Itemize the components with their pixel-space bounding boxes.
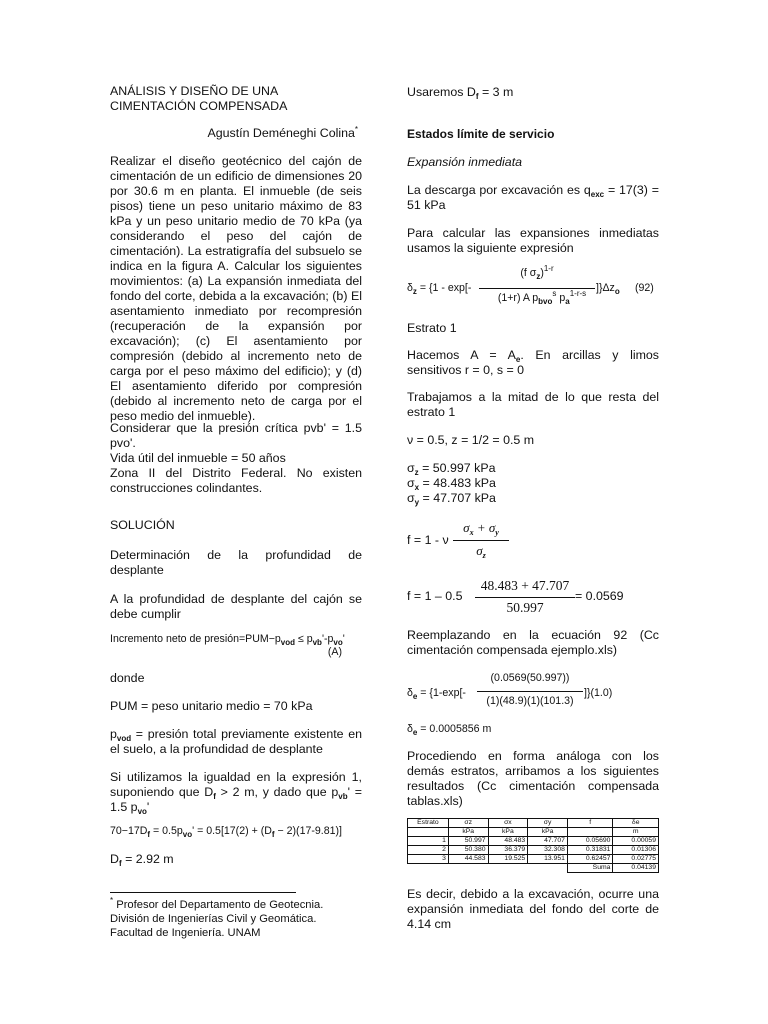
table-cell	[408, 828, 449, 837]
donde-label: donde	[110, 671, 145, 685]
footnote-line-2: División de Ingenierías Civil y Geomática.	[110, 913, 317, 925]
service-life: Vida útil del inmueble = 50 años	[110, 451, 286, 465]
sigma-z: $\sigma_z = 50.997$ kPa	[407, 461, 496, 477]
results-table	[407, 818, 659, 873]
table-cell: 0.01306	[613, 846, 659, 855]
f-fraction-bar	[453, 540, 509, 541]
footnote-line-3: Facultad de Ingeniería. UNAM	[110, 927, 261, 939]
stress-values	[407, 461, 659, 506]
table-cell: 50.997	[448, 837, 488, 846]
table-cell: 47.707	[528, 837, 568, 846]
table-cell: 0.62457	[567, 855, 613, 864]
footnote	[110, 898, 362, 940]
set-a-note: Hacemos $A = A_e$. En arcillas y limos sensitivos r = 0, s = 0	[407, 348, 659, 377]
depth-equation: $70-17D_f = 0.5p_{vo}' = 0.5[17(2) + (D_f - 2)(17-9.81)]$	[110, 825, 342, 839]
table-cell: σy	[528, 819, 568, 828]
table-cell: m	[613, 828, 659, 837]
table-row	[408, 837, 659, 846]
results-table-wrap	[407, 818, 659, 873]
table-cell: 0.05690	[567, 837, 613, 846]
delta-e-formula: $\delta_e = \{1-\exp[-$ (0.0569(50.997)) (1)(48.9)(1)(101.3) ]}(1.0)	[407, 672, 613, 707]
eq92-label: (92)	[635, 282, 654, 294]
table-cell: kPa	[488, 828, 528, 837]
author-name: Agustín Deméneghi Colina	[207, 126, 355, 140]
table-cell: 0.00059	[613, 837, 659, 846]
problem-statement: Realizar el diseño geotécnico del cajón de cimentación de un edificio de dimensiones 20 por 30.6 m en planta. El inmueble (de seis pisos) tiene un peso unitario máximo de 83 kPa y un peso unitario medio de 70 kPa (ya considerando el peso del cajón de cimentación). La estratigrafía del subsuelo se indica en la figura A. Calcular los siguientes movimientos: (a) La expansión inmediata del fondo del corte, debida a la excavación; (b) El asentamiento inmediato por recompresión (recuperación de la expansión por excavación); (c) El asentamiento por compresión (debido al incremento neto de carga por el peso máximo del edificio); y (d) El asentamiento diferido por compresión (debido al incremento neto de carga por el peso medio del inmueble).	[110, 154, 362, 423]
table-header-row	[408, 819, 659, 828]
table-cell: 48.483	[488, 837, 528, 846]
f-formula: f = 1 - ν $\sigma_x + \sigma_y$ $\sigma_z$	[407, 520, 659, 564]
table-cell: 1	[408, 837, 449, 846]
equation-a-label: (A)	[327, 646, 342, 658]
depth-result: $D_f = 2.92$ m	[110, 852, 174, 868]
f-eval-result: = 0.0569	[575, 589, 624, 603]
table-cell: 32.308	[528, 846, 568, 855]
table-cell	[448, 864, 488, 873]
sigma-x: $\sigma_x = 48.483$ kPa	[407, 476, 496, 492]
footnote-line-1: * Profesor del Departamento de Geotecnia.	[110, 896, 324, 911]
footnote-divider	[110, 892, 296, 893]
zone-note: Zona II del Distrito Federal. No existen construcciones colindantes.	[110, 466, 362, 495]
delta-e-denominator: (1)(48.9)(1)(101.3)	[486, 695, 574, 707]
chosen-depth: Usaremos $D_f = 3$ m	[407, 85, 514, 101]
table-row	[408, 846, 659, 855]
table-cell	[528, 864, 568, 873]
eq92-denominator: (1+r) A $p_{bvo}^s$ $p_a^{1-r-s}$	[497, 289, 587, 306]
table-cell: 0.31831	[567, 846, 613, 855]
delta-e-result: $\delta_e = 0.0005856$ m	[407, 723, 492, 737]
nu-z-values: ν = 0.5, z = 1/2 = 0.5 m	[407, 433, 535, 447]
table-row	[408, 855, 659, 864]
table-cell: Estrato	[408, 819, 449, 828]
table-sum-row	[408, 864, 659, 873]
f-eval-numerator: 48.483 + 47.707	[480, 578, 570, 593]
table-cell: σx	[488, 819, 528, 828]
excavation-discharge: La descarga por excavación es $q_{exc} = 17(3) = 51$ kPa	[407, 183, 659, 212]
table-cell: 13.951	[528, 855, 568, 864]
equation-92: $\delta_z = \{1 - \exp[-$ (f $\sigma_z)^{1-r}$ (1+r) A $p_{bvo}^s$ $p_a^{1-r-s}$ ]}$\Delta z_o$ (92)	[407, 264, 654, 306]
table-cell: 36.379	[488, 846, 528, 855]
table-cell: 44.583	[448, 855, 488, 864]
determination-heading: Determinación de la profundidad de desplante	[110, 548, 362, 577]
table-cell: 0.04139	[613, 864, 659, 873]
solution-heading: SOLUCIÓN	[110, 518, 175, 532]
stratum-label: Estrato 1	[407, 321, 457, 335]
f-denominator: $\sigma_z$	[476, 543, 486, 560]
replace-note: Reemplazando en la ecuación 92 (Cc cimentación compensada ejemplo.xls)	[407, 628, 659, 657]
title-line-1: ANÁLISIS Y DISEÑO DE UNA	[110, 84, 279, 98]
f-eval-denominator: 50.997	[506, 600, 544, 615]
f-evaluation: f = 1 – 0.5 48.483 + 47.707 50.997 = 0.0569	[407, 578, 624, 615]
section-heading: Estados límite de servicio	[407, 127, 555, 141]
table-cell: 19.525	[488, 855, 528, 864]
table-units-row	[408, 828, 659, 837]
author-line	[110, 126, 358, 141]
table-cell: f	[567, 819, 613, 828]
conclusion: Es decir, debido a la excavación, ocurre una expansión inmediata del fondo del corte de 4.14 cm	[407, 887, 659, 931]
delta-e-fraction-bar	[477, 691, 583, 692]
delta-e-numerator: (0.0569(50.997))	[490, 672, 570, 684]
equation-a: Incremento neto de $presión=PUM-p_{vod} \le p_{vb}'-p_{vo}'$	[110, 633, 345, 647]
table-cell: 2	[408, 846, 449, 855]
depth-condition: A la profundidad de desplante del cajón se debe cumplir	[110, 592, 362, 621]
table-cell: 3	[408, 855, 449, 864]
pum-definition: PUM = peso unitario medio = 70 kPa	[110, 699, 313, 713]
subsection-heading: Expansión inmediata	[407, 155, 523, 169]
table-cell	[408, 864, 449, 873]
sigma-y: $\sigma_y = 47.707$ kPa	[407, 491, 496, 507]
proceed-note: Procediendo en forma análoga con los demás estratos, arribamos a los siguientes resultados (Cc cimentación compensada tablas.xls)	[407, 749, 659, 808]
equality-assumption: Si utilizamos la igualdad en la expresión 1, suponiendo que $D_f > 2$ m, y dado que $p_{vb}' = 1.5$ $p_{vo}'$	[110, 770, 362, 816]
calc-intro: Para calcular las expansiones inmediatas usamos la siguiente expresión	[407, 226, 659, 255]
table-cell	[488, 864, 528, 873]
title-line-2: CIMENTACIÓN COMPENSADA	[110, 99, 288, 113]
f-eval-fraction-bar	[475, 597, 575, 598]
table-cell: δe	[613, 819, 659, 828]
mid-stratum-note: Trabajamos a la mitad de lo que resta del estrato 1	[407, 390, 659, 419]
table-cell: 0.02775	[613, 855, 659, 864]
table-cell: kPa	[448, 828, 488, 837]
table-cell: σz	[448, 819, 488, 828]
table-cell: Suma	[567, 864, 613, 873]
table-cell: kPa	[528, 828, 568, 837]
eq92-numerator: (f $\sigma_z)^{1-r}$	[520, 264, 554, 281]
author-footnote-mark: *	[354, 125, 358, 134]
table-cell: 50.380	[448, 846, 488, 855]
critical-pressure-note: Considerar que la presión crítica pvb' = 1.5 pvo'.	[110, 421, 362, 450]
pvod-definition: $p_{vod}$ = presión total previamente existente en el suelo, a la profundidad de desplante	[110, 727, 362, 756]
f-numerator: $\sigma_x + \sigma_y$	[463, 520, 499, 537]
table-cell	[567, 828, 613, 837]
paper-title	[110, 84, 362, 114]
